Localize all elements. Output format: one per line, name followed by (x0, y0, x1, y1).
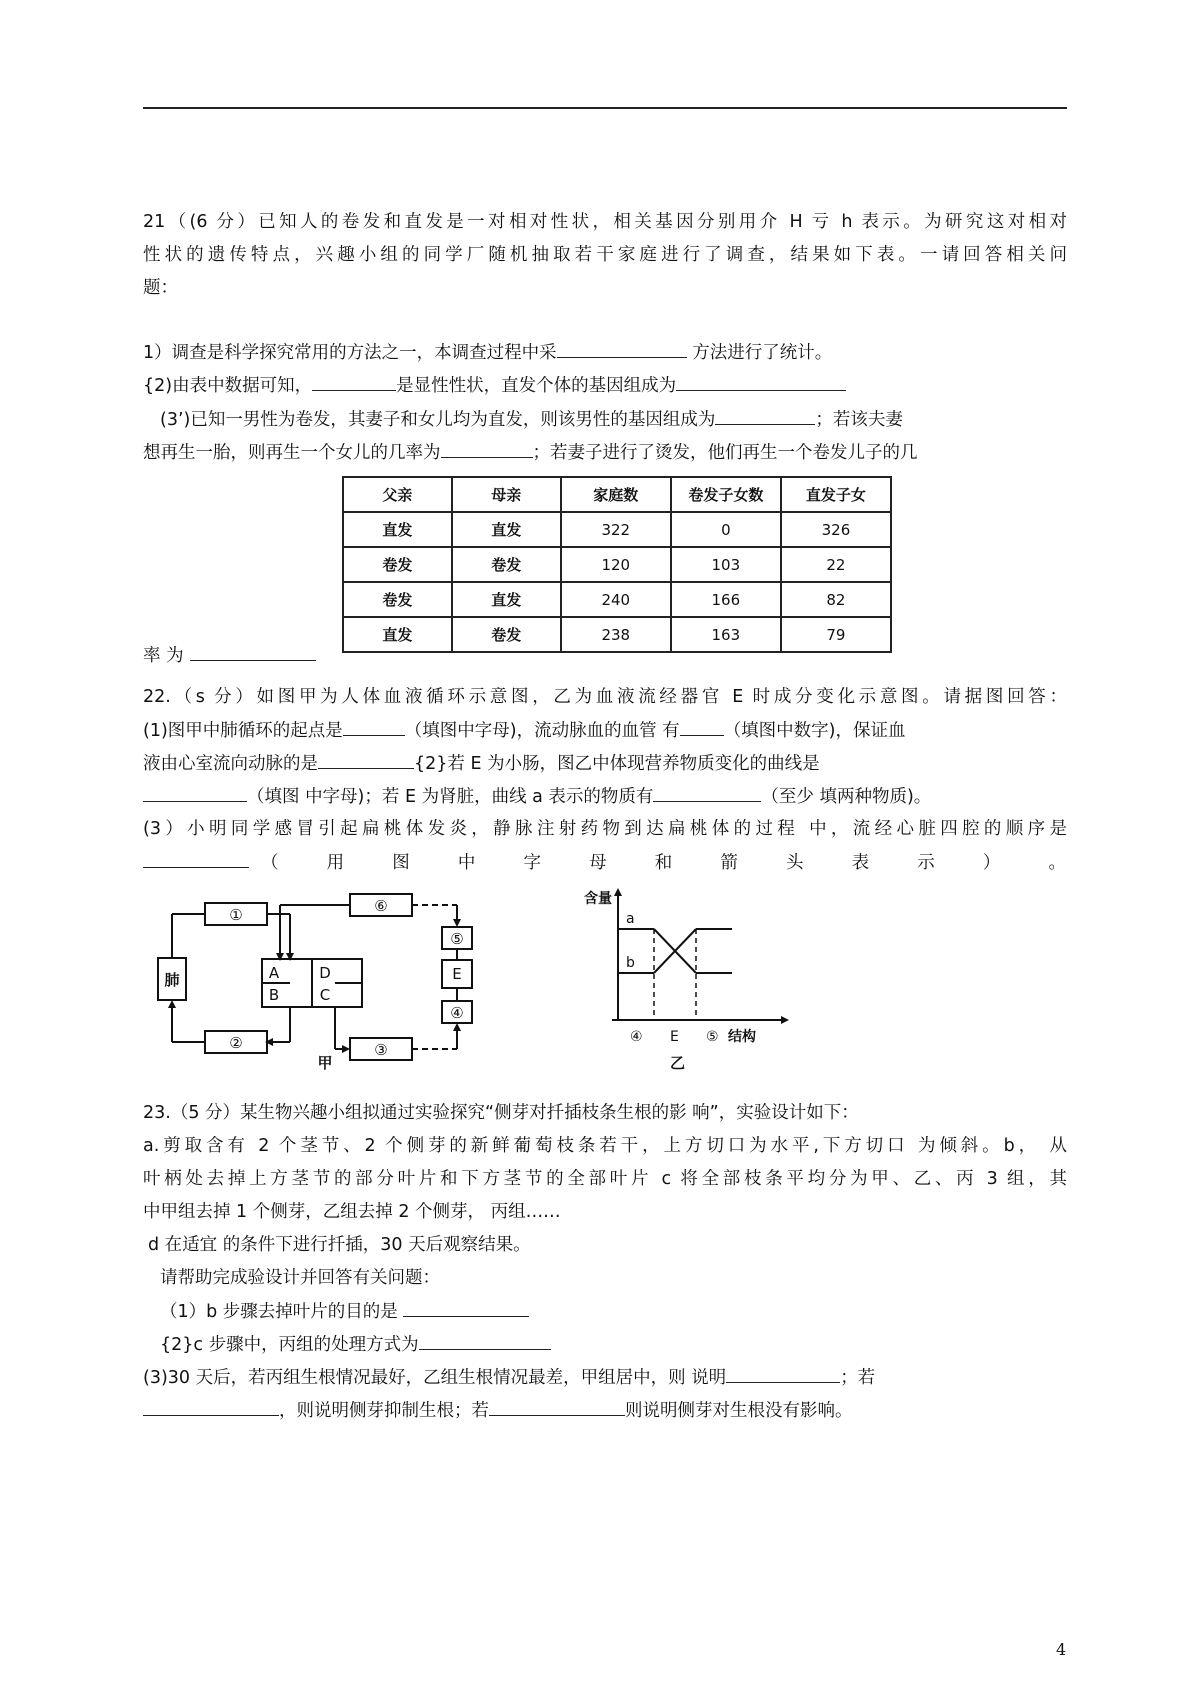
y-axis-label: 含量 (584, 891, 612, 907)
answer-blank[interactable] (653, 781, 761, 802)
answer-blank[interactable] (190, 640, 316, 661)
q22-line2: (1)图甲中肺循环的起点是 （填图中字母)，流动脉血的血管 有 （填图中数字)，保证血 (143, 715, 906, 746)
table-cell: 卷发 (343, 547, 452, 582)
table-row (343, 512, 891, 547)
q21-line1: 21（(6 分）已知人的卷发和直发是一对相对性状，相关基因分别用介 H 亏 h 表示。为研究这对相对 (143, 212, 1067, 232)
q22-line4: （填图 中字母)；若 E 为肾脏，曲线 a 表示的物质有 （至少 填两种物质)。 (143, 781, 931, 812)
answer-blank[interactable] (715, 404, 815, 425)
answer-blank[interactable] (726, 1362, 840, 1383)
q22-line6: （ 用 图 中 字 母 和 箭 头 表 示 ） 。 (143, 847, 1066, 878)
answer-blank[interactable] (343, 715, 405, 736)
page-number: 4 (1056, 1640, 1067, 1659)
chamber-a: A (268, 964, 280, 982)
answer-blank[interactable] (676, 370, 846, 391)
q21-sub4: 想再生一胎，则再生一个女儿的几率为 ；若妻子进行了烫发，他们再生一个卷发儿子的几 (143, 437, 918, 468)
answer-blank[interactable] (403, 1296, 529, 1317)
table-cell: 326 (781, 512, 891, 547)
q23-line6: 请帮助完成验设计并回答有关问题： (160, 1268, 440, 1288)
q21-line3: 题： (143, 278, 178, 298)
table-cell: 322 (561, 512, 671, 547)
table-cell: 22 (781, 547, 891, 582)
table-cell: 直发 (452, 582, 561, 617)
table-row (343, 547, 891, 582)
q23-line2: a.剪取含有 2 个茎节、2 个侧芽的新鲜葡萄枝条若干，上方切口为水平,下方切口 为倾斜。b， 从 (143, 1136, 1067, 1156)
q22-line3: 液由心室流向动脉的是 {2}若 E 为小肠，图乙中体现营养物质变化的曲线是 (143, 748, 820, 779)
table-row (343, 617, 891, 652)
table-cell: 0 (671, 512, 781, 547)
curve-b-label: b (626, 955, 635, 971)
q21-sub1: 1）调查是科学探究常用的方法之一，本调查过程中采 方法进行了统计。 (143, 337, 832, 368)
x-tick-4: ④ (630, 1029, 643, 1045)
table-cell: 直发 (343, 617, 452, 652)
answer-blank[interactable] (441, 437, 533, 458)
table-cell: 卷发 (452, 617, 561, 652)
table-cell: 120 (561, 547, 671, 582)
label-3: ③ (374, 1041, 388, 1059)
hair-survey-table-wrap (338, 472, 892, 664)
label-5: ⑤ (450, 930, 464, 948)
table-cell: 166 (671, 582, 781, 617)
answer-blank[interactable] (143, 1395, 279, 1416)
q21-line2: 性状的遗传特点，兴趣小组的同学厂随机抽取若干家庭进行了调查，结果如下表。一请回答相关问 (143, 245, 1067, 265)
chamber-d: D (319, 964, 331, 982)
chamber-b: B (268, 986, 280, 1004)
table-row (343, 582, 891, 617)
table-cell: 82 (781, 582, 891, 617)
q23-sub3: (3)30 天后，若丙组生根情况最好，乙组生根情况最差，甲组居中，则 说明 ；若 (143, 1362, 875, 1393)
table-header-row (343, 477, 891, 512)
x-tick-5: ⑤ (706, 1029, 719, 1045)
table-header: 卷发子女数 (671, 477, 781, 512)
q21-sub5: 率 为 (143, 640, 316, 671)
q21-sub3: (3’)已知一男性为卷发，其妻子和女儿均为直发，则该男性的基因组成为 ；若该夫妻 (160, 404, 903, 435)
table-cell: 79 (781, 617, 891, 652)
label-6: ⑥ (374, 897, 388, 915)
answer-blank[interactable] (680, 715, 724, 736)
q23-sub4: ，则说明侧芽抑制生根；若 则说明侧芽对生根没有影响。 (143, 1395, 853, 1426)
table-header: 父亲 (343, 477, 452, 512)
q22-line5: (3）小明同学感冒引起扁桃体发炎，静脉注射药物到达扁桃体的过程 中，流经心脏四腔的顺序是 (143, 819, 1067, 839)
q23-line4: 中甲组去掉 1 个侧芽，乙组去掉 2 个侧芽， 丙组…… (143, 1202, 561, 1222)
chamber-c: C (319, 986, 331, 1004)
answer-blank[interactable] (312, 370, 396, 391)
x-axis-label: 结构 (728, 1029, 756, 1045)
hair-survey-table (342, 476, 892, 653)
label-4: ④ (450, 1004, 464, 1022)
answer-blank[interactable] (489, 1395, 625, 1416)
circulation-diagram (150, 885, 550, 1070)
table-header: 直发子女 (781, 477, 891, 512)
header-rule (143, 107, 1067, 109)
answer-blank[interactable] (143, 781, 247, 802)
answer-blank[interactable] (557, 337, 687, 358)
table-cell: 卷发 (452, 547, 561, 582)
x-tick-e: E (670, 1029, 679, 1045)
q23-sub1: （1）b 步骤去掉叶片的目的是 (160, 1296, 529, 1327)
table-header: 母亲 (452, 477, 561, 512)
table-cell: 直发 (343, 512, 452, 547)
q21-sub2: {2)由表中数据可知， 是显性性状，直发个体的基因组成为 (143, 370, 846, 401)
q23-sub2: {2}c 步骤中，丙组的处理方式为 (160, 1329, 551, 1360)
answer-blank[interactable] (419, 1329, 551, 1350)
content-change-chart (582, 885, 792, 1070)
table-cell: 直发 (452, 512, 561, 547)
answer-blank[interactable] (318, 748, 414, 769)
table-header: 家庭数 (561, 477, 671, 512)
table-cell: 卷发 (343, 582, 452, 617)
q23-line3: 叶柄处去掉上方茎节的部分叶片和下方茎节的全部叶片 c 将全部枝条平均分为甲、乙、丙 3 组，其 (143, 1169, 1067, 1189)
label-1: ① (229, 906, 243, 924)
curve-a-label: a (626, 911, 635, 927)
table-cell: 238 (561, 617, 671, 652)
table-cell: 240 (561, 582, 671, 617)
q22-line1: 22.（s 分）如图甲为人体血液循环示意图，乙为血液流经器官 E 时成分变化示意图。请据图回答： (143, 687, 1067, 707)
lung-label: 肺 (164, 971, 180, 989)
table-cell: 103 (671, 547, 781, 582)
label-e: E (452, 965, 462, 983)
answer-blank[interactable] (143, 847, 249, 868)
q23-line5: d 在适宜 的条件下进行扦插，30 天后观察结果。 (148, 1235, 531, 1255)
q23-line1: 23.（5 分）某生物兴趣小组拟通过实验探究“侧芽对扦插枝条生根的影 响”，实验设计如下： (143, 1103, 859, 1123)
label-2: ② (229, 1034, 243, 1052)
diagram-caption-yi: 乙 (670, 1054, 686, 1070)
diagram-caption-jia: 甲 (317, 1054, 333, 1070)
table-cell: 163 (671, 617, 781, 652)
